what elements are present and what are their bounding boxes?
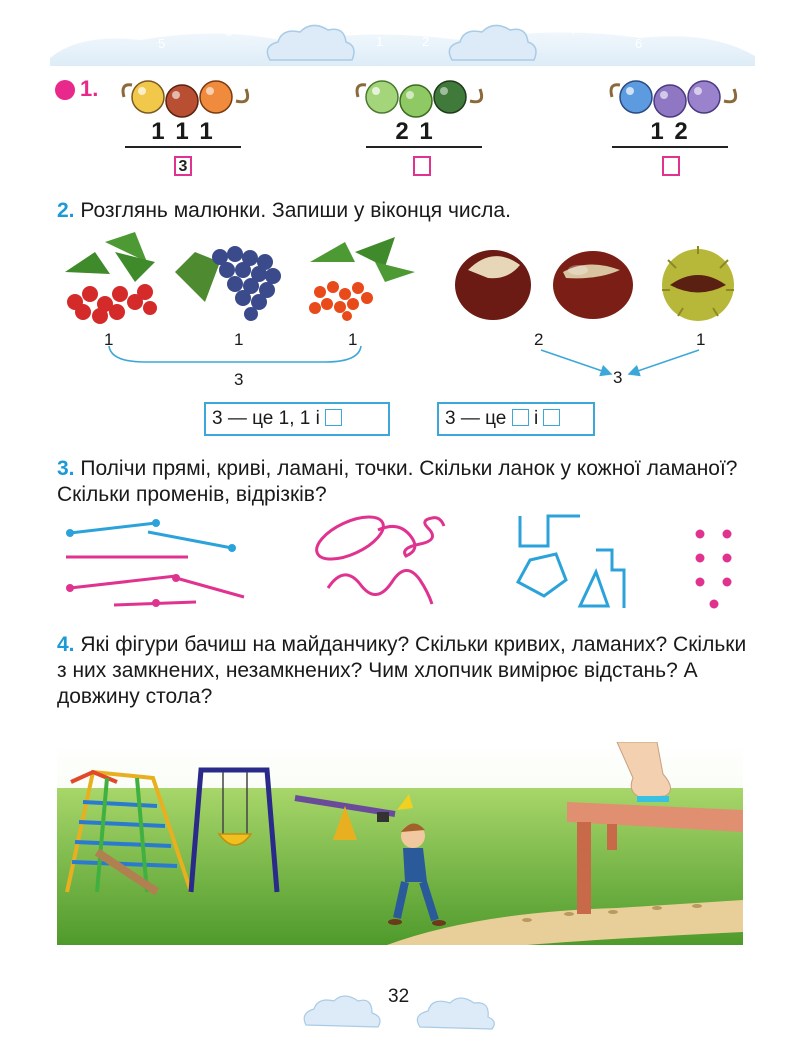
task2-text: Розглянь малюнки. Запиши у віконця числа. [80,199,511,222]
equation-left [204,402,390,436]
bead-group-3 [606,75,746,119]
group3-answer-box[interactable] [662,156,680,176]
group1-line [125,146,241,148]
header-clouds [40,8,760,68]
grouping-bracket [105,344,365,368]
group2-answer-box[interactable] [413,156,431,176]
polylines-group [518,516,624,608]
equation-right-input-1[interactable] [512,409,529,426]
header-digit: 6 [635,36,643,51]
bead-group-2 [352,75,492,119]
count-grapes: 1 [234,330,244,349]
task4-text: Які фігури бачиш на майданчику? Скільки кривих, ламаних? Скільки з них замкнених, незамкнених? Чим хлопчик вимірює відстань? А довжину стола? [57,633,747,708]
header-digit: 4 [568,22,576,37]
curves-group [311,510,444,604]
task4-number: 4. [57,633,75,656]
header-digit: 0 [398,16,406,31]
header-digit: 1 [376,34,384,49]
group3-line [612,146,728,148]
task2-instruction [57,198,757,224]
chestnut-peeled-2 [553,251,633,319]
rowan-picture [309,237,415,321]
segments-group [66,519,244,607]
count-rowan: 1 [348,330,358,349]
task1-bullet [55,80,75,100]
group1-count: 1 1 1 [151,118,215,145]
right-total: 3 [613,368,623,387]
equation-right-mid: і [533,408,539,429]
equation-right-text: 3 — це [445,408,507,429]
count-chestnuts-peeled: 2 [534,330,544,349]
count-viburnum: 1 [104,330,114,349]
playground-illustration [57,742,743,945]
count-chestnut-spiky: 1 [696,330,706,349]
equation-left-text: 3 — це 1, 1 і [212,408,320,429]
equation-right [437,402,595,436]
header-digit: 7 [108,22,116,37]
group3-count: 1 2 [650,118,690,145]
group2-count: 2 1 [395,118,435,145]
berries-illustration [55,232,425,327]
viburnum-picture [65,232,157,324]
task3-text: Полічи прямі, криві, ламані, точки. Скільки ланок у кожної ламаної? Скільки променів, відрізків? [57,457,738,506]
header-digit: 8 [690,24,698,39]
left-total: 3 [234,370,244,389]
chestnut-spiky [662,246,734,321]
header-digit: 3 [225,24,233,39]
group1-answer-box[interactable]: 3 [174,156,192,176]
equation-right-input-2[interactable] [543,409,560,426]
lines-and-shapes-figure [60,510,750,615]
task1-number: 1. [80,76,99,101]
chestnuts-illustration [448,240,748,325]
task3-instruction [57,456,747,508]
task4-instruction [57,632,747,710]
equation-left-input[interactable] [325,409,342,426]
chestnut-peeled-1 [455,250,531,320]
task3-number: 3. [57,457,75,480]
task2-number: 2. [57,199,75,222]
page-number: 32 [388,986,410,1007]
header-digit: 2 [422,34,430,49]
points-group [696,530,732,609]
grapes-picture [175,246,281,321]
header-digit: 5 [158,36,166,51]
group2-line [366,146,482,148]
bead-group-1 [118,75,258,119]
